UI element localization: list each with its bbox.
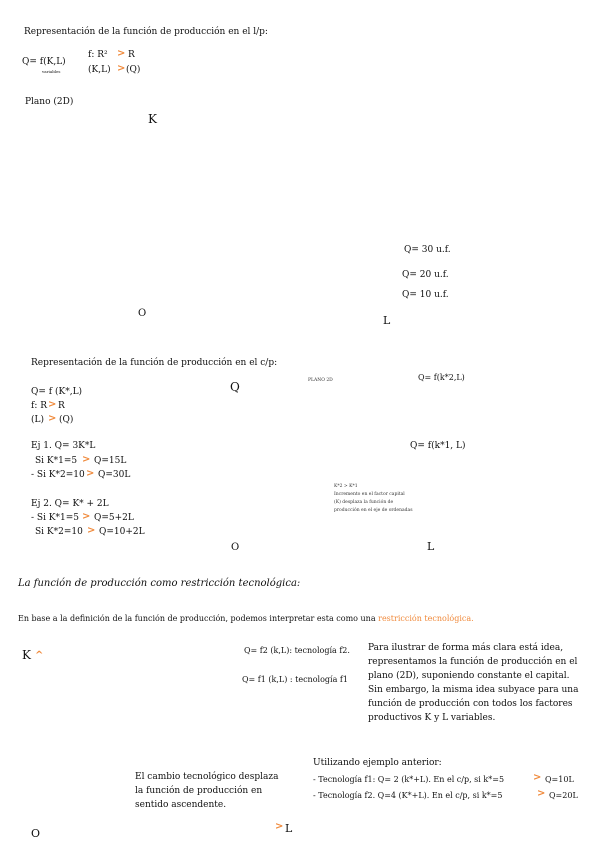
example1-case-b-result: Q=30L bbox=[98, 470, 131, 480]
isoquant-label: Q= 10 u.f. bbox=[402, 290, 449, 300]
plano-label: Plano (2D) bbox=[25, 97, 74, 107]
map-codomain: R bbox=[58, 401, 65, 411]
restriction-highlight: restricción tecnológica. bbox=[378, 614, 474, 623]
map-pair-target: (Q) bbox=[59, 415, 74, 425]
formula-lp: Q= f(K,L) bbox=[22, 57, 66, 67]
chevron-right-icon: > bbox=[48, 413, 57, 424]
section3-title: La función de producción como restricción tecnológica: bbox=[18, 578, 301, 589]
chevron-right-icon: > bbox=[82, 511, 91, 522]
chevron-right-icon: > bbox=[537, 788, 546, 799]
example-technology-f1-result: Q=10L bbox=[545, 775, 574, 784]
note-line: K*2 > K*1 bbox=[334, 484, 358, 489]
origin-label: O bbox=[231, 542, 240, 553]
example-technology-f1: - Tecnología f1: Q= 2 (k*+L). En el c/p, si k*=5 bbox=[313, 775, 505, 784]
curve-lower-label: Q= f(k*1, L) bbox=[410, 441, 466, 451]
section1-title: Representación de la función de producción en el l/p: bbox=[24, 27, 268, 37]
map-domain: f: R bbox=[31, 401, 48, 411]
axis-l-label: L bbox=[427, 540, 435, 553]
graph-q-label: Q bbox=[230, 380, 240, 394]
map-pair-target: (Q) bbox=[126, 65, 141, 75]
example-title: Utilizando ejemplo anterior: bbox=[313, 758, 442, 768]
chevron-up-icon: ^ bbox=[35, 650, 44, 661]
chevron-right-icon: > bbox=[117, 48, 126, 59]
axis-k-label: K bbox=[148, 112, 157, 126]
technology-f1-label: Q= f1 (k,L) : tecnología f1 bbox=[242, 675, 348, 684]
example2-case-a-result: Q=5+2L bbox=[94, 513, 134, 523]
technology-f2-label: Q= f2 (k,L): tecnología f2. bbox=[244, 646, 350, 655]
chevron-right-icon: > bbox=[48, 399, 57, 410]
example2-case-b: Si K*2=10 bbox=[35, 527, 83, 537]
map-pair: (L) bbox=[31, 415, 44, 425]
isoquant-label: Q= 20 u.f. bbox=[402, 270, 449, 280]
example1-case-b: - Si K*2=10 bbox=[31, 470, 85, 480]
chevron-right-icon: > bbox=[533, 772, 542, 783]
chevron-right-icon: > bbox=[275, 821, 284, 832]
plano-2d-label: PLANO 2D bbox=[308, 378, 333, 383]
map-domain: f: R² bbox=[88, 50, 108, 60]
shift-note: El cambio tecnológico desplaza la función de producción en sentido ascendente. bbox=[135, 772, 279, 810]
axis-l-label: L bbox=[285, 822, 293, 835]
definition-paragraph: En base a la definición de la función de producción, podemos interpretar esta como una restricción tecnológica. bbox=[18, 614, 474, 623]
example1-title: Ej 1. Q= 3K*L bbox=[31, 441, 96, 451]
formula-cp: Q= f (K*,L) bbox=[31, 387, 83, 397]
example1-case-a: Si K*1=5 bbox=[35, 456, 78, 466]
curve-upper-label: Q= f(k*2,L) bbox=[418, 373, 465, 382]
note-line: producción en el eje de ordenadas bbox=[334, 508, 413, 513]
chevron-right-icon: > bbox=[82, 454, 91, 465]
formula-lp-subscript: variables bbox=[42, 69, 61, 74]
chevron-right-icon: > bbox=[117, 63, 126, 74]
example-technology-f2: - Tecnología f2. Q=4 (K*+L). En el c/p, si k*=5 bbox=[313, 791, 503, 800]
chevron-right-icon: > bbox=[87, 525, 96, 536]
origin-label: O bbox=[138, 308, 147, 319]
map-pair: (K,L) bbox=[88, 65, 111, 75]
chevron-right-icon: > bbox=[86, 468, 95, 479]
example2-case-a: - Si K*1=5 bbox=[31, 513, 80, 523]
example2-case-b-result: Q=10+2L bbox=[99, 527, 145, 537]
note-line: (K) desplaza la función de bbox=[334, 500, 394, 505]
section2-title: Representación de la función de producción en el c/p: bbox=[31, 358, 278, 368]
example2-title: Ej 2. Q= K* + 2L bbox=[31, 499, 109, 509]
example-technology-f2-result: Q=20L bbox=[549, 791, 578, 800]
note-line: Incremento en el factor capital bbox=[334, 492, 405, 497]
isoquant-label: Q= 30 u.f. bbox=[404, 245, 451, 255]
origin-label: O bbox=[31, 827, 41, 840]
example1-case-a-result: Q=15L bbox=[94, 456, 127, 466]
map-codomain: R bbox=[128, 50, 135, 60]
explanation-paragraph: Para ilustrar de forma más clara está idea, representamos la función de producción en el plano (2D), suponiendo constante el capital. Sin embargo, la misma idea subyace para una función de producción con todos los factores productivos K y L variables. bbox=[368, 643, 579, 723]
axis-k-label: K bbox=[22, 648, 31, 662]
axis-l-label: L bbox=[383, 314, 391, 327]
